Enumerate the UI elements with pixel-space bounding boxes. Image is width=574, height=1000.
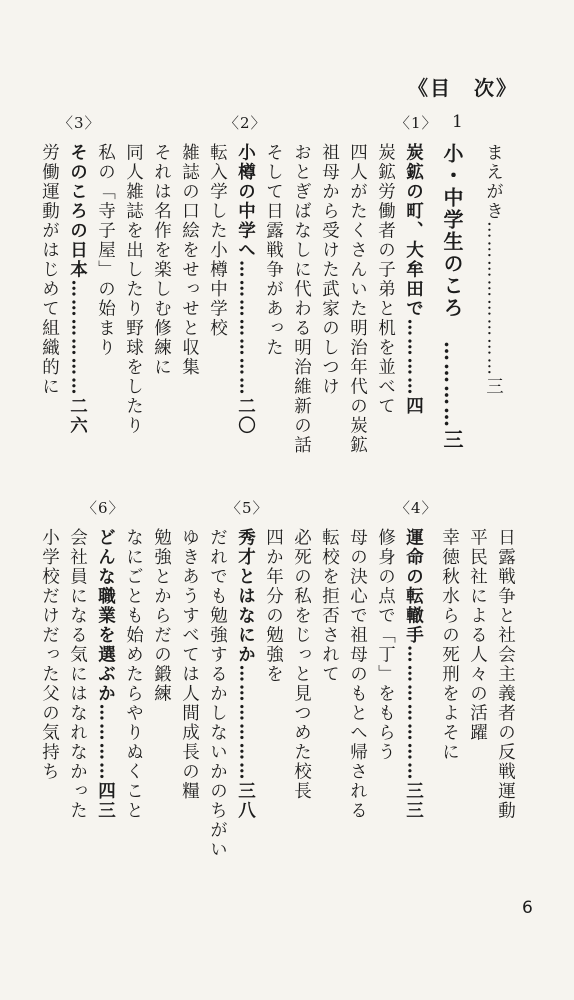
toc-subentry: 私の「寺子屋」の始まり (95, 143, 116, 358)
toc-subentry: 同人雑誌を出したり野球をしたり (123, 143, 144, 436)
toc-chapter-talent[interactable]: 秀才とはなにか………………三八 (235, 528, 256, 821)
toc-subentry: おとぎばなしに代わる明治維新の話 (291, 143, 312, 455)
toc-subentry: 労働運動がはじめて組織的に (39, 143, 60, 397)
toc-chapter-japan[interactable]: そのころの日本………………二六 (67, 143, 88, 436)
section-marker-2: 〈2〉 (224, 114, 267, 132)
toc-subentry: 四か年分の勉強を (263, 528, 284, 684)
toc-subentry: 祖母から受けた武家のしつけ (319, 143, 340, 397)
toc-part-heading[interactable]: 小・中学生のころ …………三 (440, 143, 464, 451)
toc-entry-preface[interactable]: まえがき……………………三 (483, 143, 504, 397)
section-marker-6: 〈6〉 (82, 499, 125, 517)
toc-title: 《目 次》 (408, 76, 518, 100)
section-marker-4: 〈4〉 (395, 499, 438, 517)
toc-chapter-otaru[interactable]: 小樽の中学へ…………………二〇 (235, 143, 256, 436)
toc-subentry: 日露戦争と社会主義者の反戦運動 (495, 528, 516, 821)
part-number: 1 (452, 112, 464, 132)
toc-subentry: 必死の私をじっと見つめた校長 (291, 528, 312, 801)
toc-subentry: 平民社による人々の活躍 (467, 528, 488, 743)
section-marker-3: 〈3〉 (58, 114, 101, 132)
toc-chapter-omuta[interactable]: 炭鉱の町、大牟田で…………四 (403, 143, 424, 416)
toc-subentry: 転校を拒否されて (319, 528, 340, 684)
toc-subentry: それは名作を楽しむ修練に (151, 143, 172, 377)
section-marker-1: 〈1〉 (395, 114, 438, 132)
toc-chapter-career[interactable]: どんな職業を選ぶか…………四三 (95, 528, 116, 821)
toc-subentry: 修身の点で「丁」をもらう (375, 528, 396, 762)
toc-subentry: 四人がたくさんいた明治年代の炭鉱 (347, 143, 368, 455)
section-marker-5: 〈5〉 (226, 499, 269, 517)
toc-subentry: 転入学した小樽中学校 (207, 143, 228, 338)
toc-subentry: そして日露戦争があった (263, 143, 284, 358)
toc-subentry: 会社員になる気にはなれなかった (67, 528, 88, 821)
toc-subentry: なにごとも始めたらやりぬくこと (123, 528, 144, 821)
toc-subentry: 雑誌の口絵をせっせと収集 (179, 143, 200, 377)
toc-subentry: 勉強とからだの鍛練 (151, 528, 172, 704)
page-number: 6 (522, 898, 533, 918)
toc-subentry: ゆきあうすべては人間成長の糧 (179, 528, 200, 801)
toc-subentry: 幸徳秋水らの死刑をよそに (439, 528, 460, 762)
toc-subentry: だれでも勉強するかしないかのちがい (207, 528, 228, 860)
toc-chapter-destiny[interactable]: 運命の転轍手…………………三三 (403, 528, 424, 821)
toc-subentry: 炭鉱労働者の子弟と机を並べて (375, 143, 396, 416)
toc-subentry: 小学校だけだった父の気持ち (39, 528, 60, 782)
toc-subentry: 母の決心で祖母のもとへ帰される (347, 528, 368, 821)
